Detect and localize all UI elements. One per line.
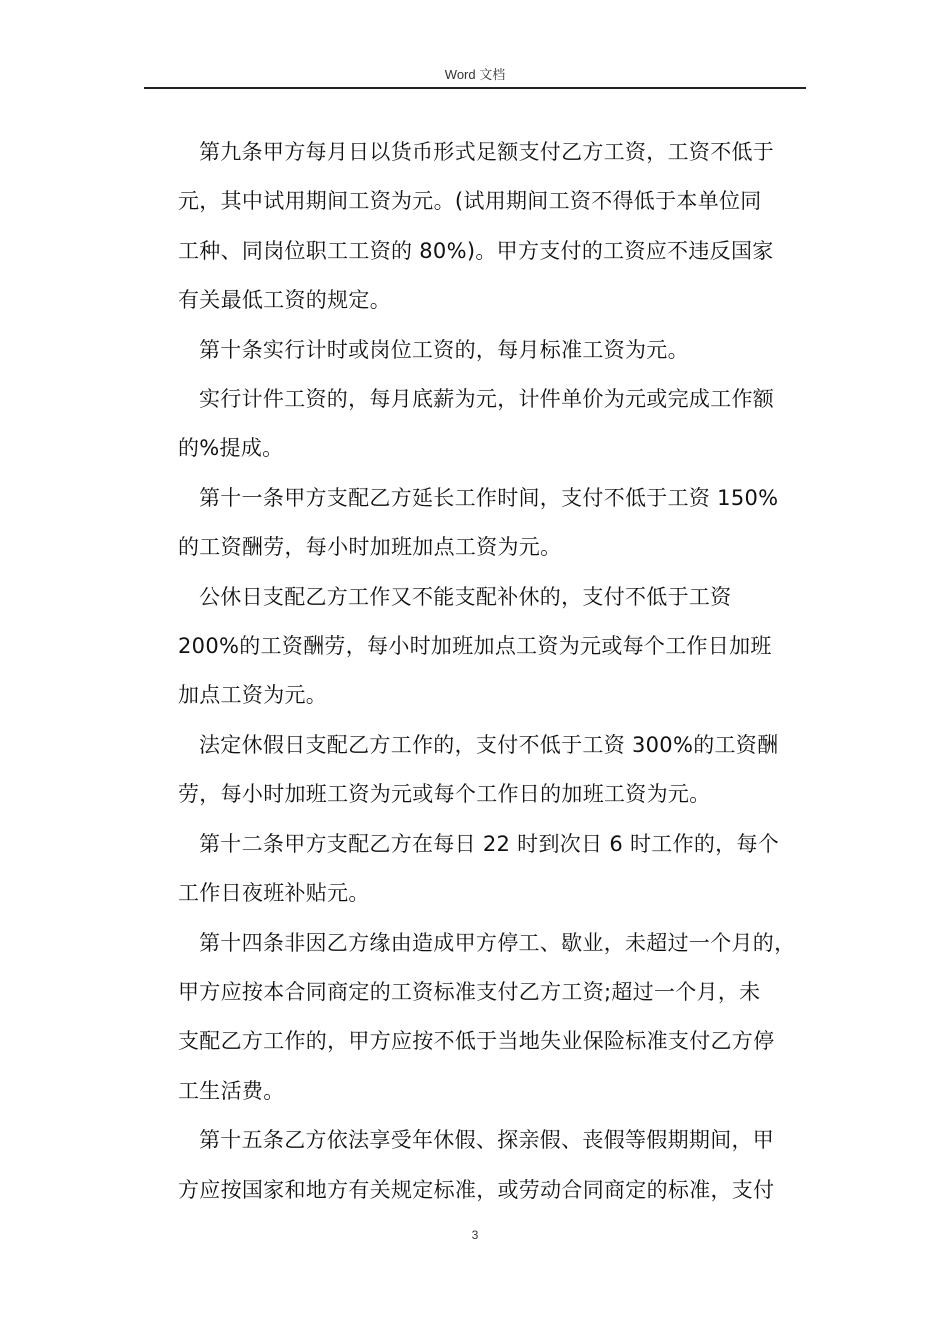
paragraph-rest-day-overtime: 公休日支配乙方工作又不能支配补休的，支付不低于工资 200%的工资酬劳，每小时加班加点工资为元或每个工作日加班 加点工资为元。 [178,584,772,708]
paragraph-article-9: 第九条甲方每月日以货币形式足额支付乙方工资，工资不低于 元，其中试用期间工资为元。(试用期间工资不得低于本单位同 工种、同岗位职工工资的 80%)。甲方支付的工资应不违反国家 有关最低工资的规定。 [178,140,775,313]
page-header: Word 文档 [444,67,506,82]
header-divider [144,87,806,89]
document-body [178,128,810,1215]
paragraph-article-15: 第十五条乙方依法享受年休假、探亲假、丧假等假期期间，甲 方应按国家和地方有关规定标准，或劳动合同商定的标准，支付 [178,1128,775,1202]
paragraph-article-14: 第十四条非因乙方缘由造成甲方停工、歇业，未超过一个月的， 甲方应按本合同商定的工资标准支付乙方工资;超过一个月，未 支配乙方工作的，甲方应按不低于当地失业保险标准支付乙方停 工生活费。 [178,930,796,1103]
paragraph-article-11: 第十一条甲方支配乙方延长工作时间，支付不低于工资 150% 的工资酬劳，每小时加班加点工资为元。 [178,485,779,560]
paragraph-article-12: 第十二条甲方支配乙方在每日 22 时到次日 6 时工作的，每个 工作日夜班补贴元。 [178,831,780,906]
paragraph-piecework-wage: 实行计件工资的，每月底薪为元，计件单价为元或完成工作额 的%提成。 [178,387,775,461]
paragraph-article-10: 第十条实行计时或岗位工资的，每月标准工资为元。 [199,337,689,362]
page-number: 3 [471,1228,479,1242]
paragraph-holiday-overtime: 法定休假日支配乙方工作的，支付不低于工资 300%的工资酬 劳，每小时加班工资为元或每个工作日的加班工资为元。 [178,732,779,807]
